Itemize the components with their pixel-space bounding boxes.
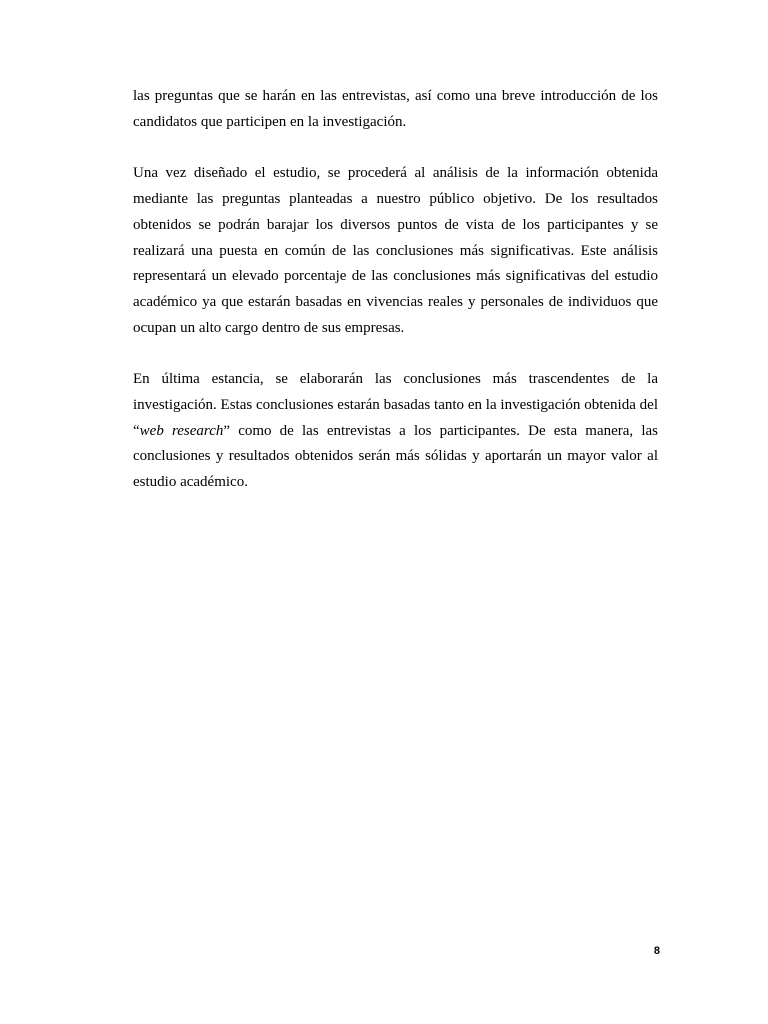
paragraph-1: las preguntas que se harán en las entrevistas, así como una breve introducción de los candidatos que participen en la investigación. — [133, 88, 658, 130]
page-number: 8 — [653, 945, 660, 957]
body-text — [133, 84, 658, 522]
web-research-term: web research — [139, 422, 224, 439]
paragraph-2: Una vez diseñado el estudio, se procederá al análisis de la información obtenida mediante las preguntas planteadas a nuestro público objetivo. De los resultados obtenidos se podrán barajar los diversos puntos de vista de los participantes y se realizará una puesta en común de las conclusiones más significativas. Este análisis representará un elevado porcentaje de las conclusiones más significativas del estudio académico ya que estarán basadas en vivencias reales y personales de individuos que ocupan un alto cargo dentro de sus empresas. — [133, 165, 658, 336]
paragraph-3-text-after: ” como de las entrevistas a los participantes. De esta manera, las conclusiones y resultados obtenidos serán más sólidas y aportarán un mayor valor al estudio académico. — [133, 422, 658, 491]
paragraph-3 — [133, 367, 658, 496]
paragraph-3-text-before: En última estancia, se elaborarán las conclusiones más trascendentes de la investigación. Estas conclusiones estarán basadas tanto en la investigación obtenida del “ — [133, 371, 658, 439]
